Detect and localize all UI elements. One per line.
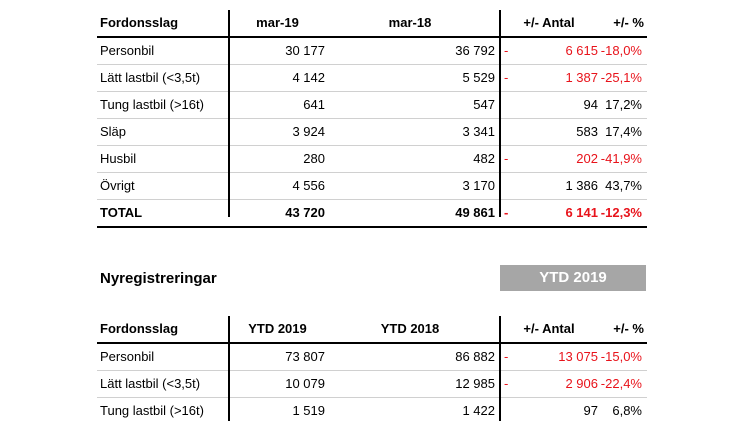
diff-percent-cell: -12,3% (600, 205, 642, 220)
diff-percent-cell: -15,0% (600, 349, 642, 364)
vehicle-type-cell: Husbil (100, 151, 137, 166)
current-value-cell: 10 079 (285, 376, 325, 391)
diff-percent-cell: 17,2% (605, 97, 642, 112)
diff-count-cell: 202 (576, 151, 598, 166)
diff-percent-cell: -41,9% (600, 151, 642, 166)
header-fordonsslag: Fordonsslag (100, 15, 179, 30)
vehicle-type-cell: Personbil (100, 43, 155, 58)
negative-marker: - (504, 376, 509, 391)
header-diff-percent: +/- % (613, 321, 644, 336)
previous-value-cell: 36 792 (455, 43, 495, 58)
table-row (97, 119, 647, 146)
diff-percent-cell: -22,4% (600, 376, 642, 391)
previous-value-cell: 547 (473, 97, 495, 112)
table-total-row (97, 200, 647, 228)
header-diff-count: +/- Antal (523, 15, 575, 30)
diff-count-cell: 97 (583, 403, 598, 418)
header-fordonsslag: Fordonsslag (100, 321, 179, 336)
previous-value-cell: 3 341 (462, 124, 495, 139)
current-value-cell: 641 (303, 97, 325, 112)
vehicle-type-cell: Övrigt (100, 178, 135, 193)
previous-value-cell: 12 985 (455, 376, 495, 391)
vehicle-type-cell: Lätt lastbil (<3,5t) (100, 70, 201, 85)
table-row (97, 38, 647, 65)
header-current-period: YTD 2019 (248, 321, 307, 336)
vehicle-type-cell: Tung lastbil (>16t) (100, 403, 204, 418)
vehicle-type-cell: Personbil (100, 349, 155, 364)
diff-count-cell: 1 386 (565, 178, 598, 193)
table-row (97, 398, 647, 424)
ytd-registrations-table (97, 316, 647, 424)
previous-value-cell: 86 882 (455, 349, 495, 364)
header-current-period: mar-19 (256, 15, 299, 30)
table-row (97, 146, 647, 173)
diff-percent-cell: -18,0% (600, 43, 642, 58)
table-row (97, 92, 647, 119)
diff-count-cell: 94 (583, 97, 598, 112)
current-value-cell: 4 142 (292, 70, 325, 85)
diff-count-cell: 1 387 (565, 70, 598, 85)
current-value-cell: 73 807 (285, 349, 325, 364)
diff-count-cell: 2 906 (565, 376, 598, 391)
monthly-registrations-table (97, 10, 647, 228)
table-row (97, 173, 647, 200)
diff-percent-cell: 6,8% (612, 403, 642, 418)
vehicle-type-cell: Släp (100, 124, 127, 139)
previous-value-cell: 1 422 (462, 403, 495, 418)
header-previous-period: mar-18 (388, 15, 432, 30)
current-value-cell: 1 519 (292, 403, 325, 418)
negative-marker: - (504, 151, 509, 166)
header-diff-count: +/- Antal (523, 321, 575, 336)
table-row (97, 344, 647, 371)
diff-count-cell: 583 (576, 124, 598, 139)
diff-percent-cell: 17,4% (605, 124, 642, 139)
previous-value-cell: 5 529 (462, 70, 495, 85)
vehicle-type-cell: Tung lastbil (>16t) (100, 97, 204, 112)
current-value-cell: 43 720 (285, 205, 325, 220)
vehicle-type-cell: Lätt lastbil (<3,5t) (100, 376, 201, 391)
diff-count-cell: 6 141 (565, 205, 598, 220)
current-value-cell: 280 (303, 151, 325, 166)
table-header-row (97, 10, 647, 38)
negative-marker: - (504, 205, 509, 220)
header-previous-period: YTD 2018 (380, 321, 440, 336)
table-row (97, 371, 647, 398)
column-divider (228, 316, 230, 421)
column-divider (499, 10, 501, 217)
current-value-cell: 30 177 (285, 43, 325, 58)
current-value-cell: 4 556 (292, 178, 325, 193)
previous-value-cell: 49 861 (455, 205, 495, 220)
negative-marker: - (504, 70, 509, 85)
diff-count-cell: 13 075 (558, 349, 598, 364)
ytd-badge: YTD 2019 (500, 265, 646, 291)
header-diff-percent: +/- % (613, 15, 644, 30)
negative-marker: - (504, 349, 509, 364)
table-header-row (97, 316, 647, 344)
negative-marker: - (504, 43, 509, 58)
column-divider (228, 10, 230, 217)
table-row (97, 65, 647, 92)
diff-percent-cell: 43,7% (605, 178, 642, 193)
diff-percent-cell: -25,1% (600, 70, 642, 85)
current-value-cell: 3 924 (292, 124, 325, 139)
section-title: Nyregistreringar (100, 270, 217, 287)
previous-value-cell: 482 (473, 151, 495, 166)
vehicle-type-cell: TOTAL (100, 205, 143, 220)
column-divider (499, 316, 501, 421)
previous-value-cell: 3 170 (462, 178, 495, 193)
diff-count-cell: 6 615 (565, 43, 598, 58)
